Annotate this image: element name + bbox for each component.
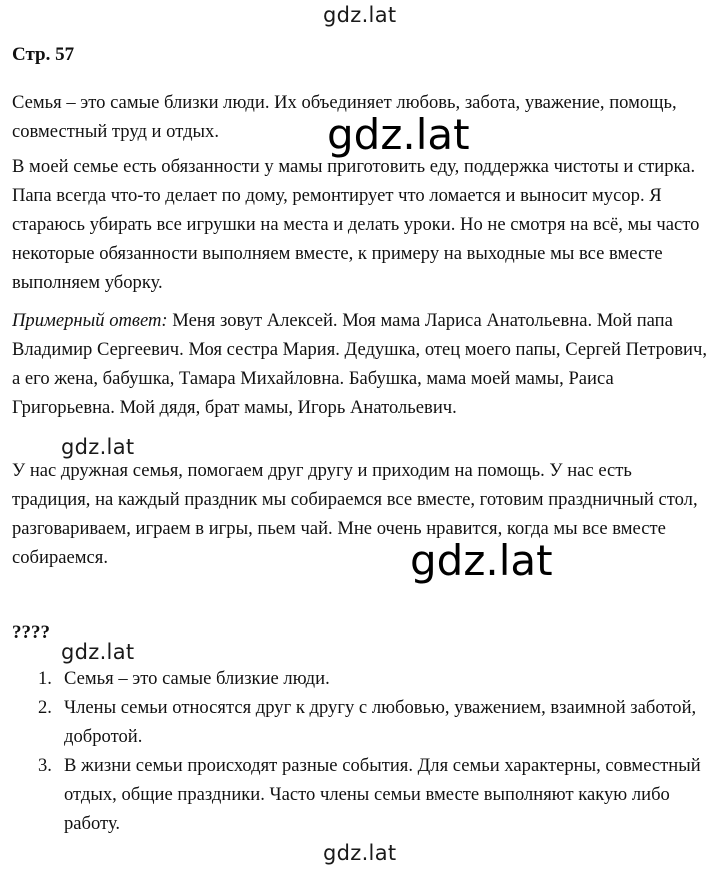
answer-number: 3. xyxy=(38,755,52,776)
watermark-top: gdz.lat xyxy=(323,3,397,27)
answer-number: 1. xyxy=(38,668,52,689)
answer-number: 2. xyxy=(38,697,52,718)
watermark-large-2: gdz.lat xyxy=(410,536,553,585)
paragraph-family-traditions: У нас дружная семья, помогаем друг другу и приходим на помощь. У нас есть традиция, на каждый праздник мы собираемся все вместе, готовим праздничный стол, разговариваем, играем в игры, пьем чай. Мне очень нравится, когда мы все вместе собираемся. xyxy=(12,460,698,568)
paragraph-family-duties: В моей семье есть обязанности у мамы приготовить еду, поддержка чистоты и стирка. Папа всегда что-то делает по дому, ремонтирует что ломается и выносит мусор. Я стараюсь убирать все игрушки на места и делать уроки. Но не смотря на всё, мы часто некоторые обязанности выполняем вместе, к примеру на выходные мы все вместе выполняем уборку. xyxy=(12,156,700,293)
watermark-bottom: gdz.lat xyxy=(323,841,397,865)
questions-heading: ???? xyxy=(12,622,50,643)
paragraph-family-members xyxy=(12,306,712,434)
watermark-lower-left: gdz.lat xyxy=(61,640,135,664)
family-members-text: Меня зовут Алексей. Моя мама Лариса Анатольевна. Мой папа Владимир Сергеевич. Моя сестра Мария. Дедушка, отец моего папы, Сергей Петрович, а его жена, бабушка, Тамара Михайловна. Бабушка, мама моей мамы, Раиса Григорьевна. Мой дядя, брат мамы, Игорь Анатольевич. xyxy=(12,310,707,418)
page-title: Стр. 57 xyxy=(12,44,75,65)
watermark-large-1: gdz.lat xyxy=(327,110,470,159)
sample-answer-label: Примерный ответ: xyxy=(12,310,168,331)
paragraph-family-definition: Семья – это самые близки люди. Их объединяет любовь, забота, уважение, помощь, совместный труд и отдых. xyxy=(12,92,677,142)
answer-item xyxy=(12,751,712,838)
answer-text: Члены семьи относятся друг к другу с любовью, уважением, взаимной заботой, добротой. xyxy=(64,697,697,747)
answer-text: Семья – это самые близкие люди. xyxy=(64,668,330,689)
answer-item xyxy=(12,664,712,693)
watermark-mid-left: gdz.lat xyxy=(61,435,135,459)
answer-text: В жизни семьи происходят разные события. Для семьи характерны, совместный отдых, общие праздники. Часто члены семьи вместе выполняют какую либо работу. xyxy=(64,755,701,834)
answers-list xyxy=(12,664,712,838)
answer-item xyxy=(12,693,712,751)
